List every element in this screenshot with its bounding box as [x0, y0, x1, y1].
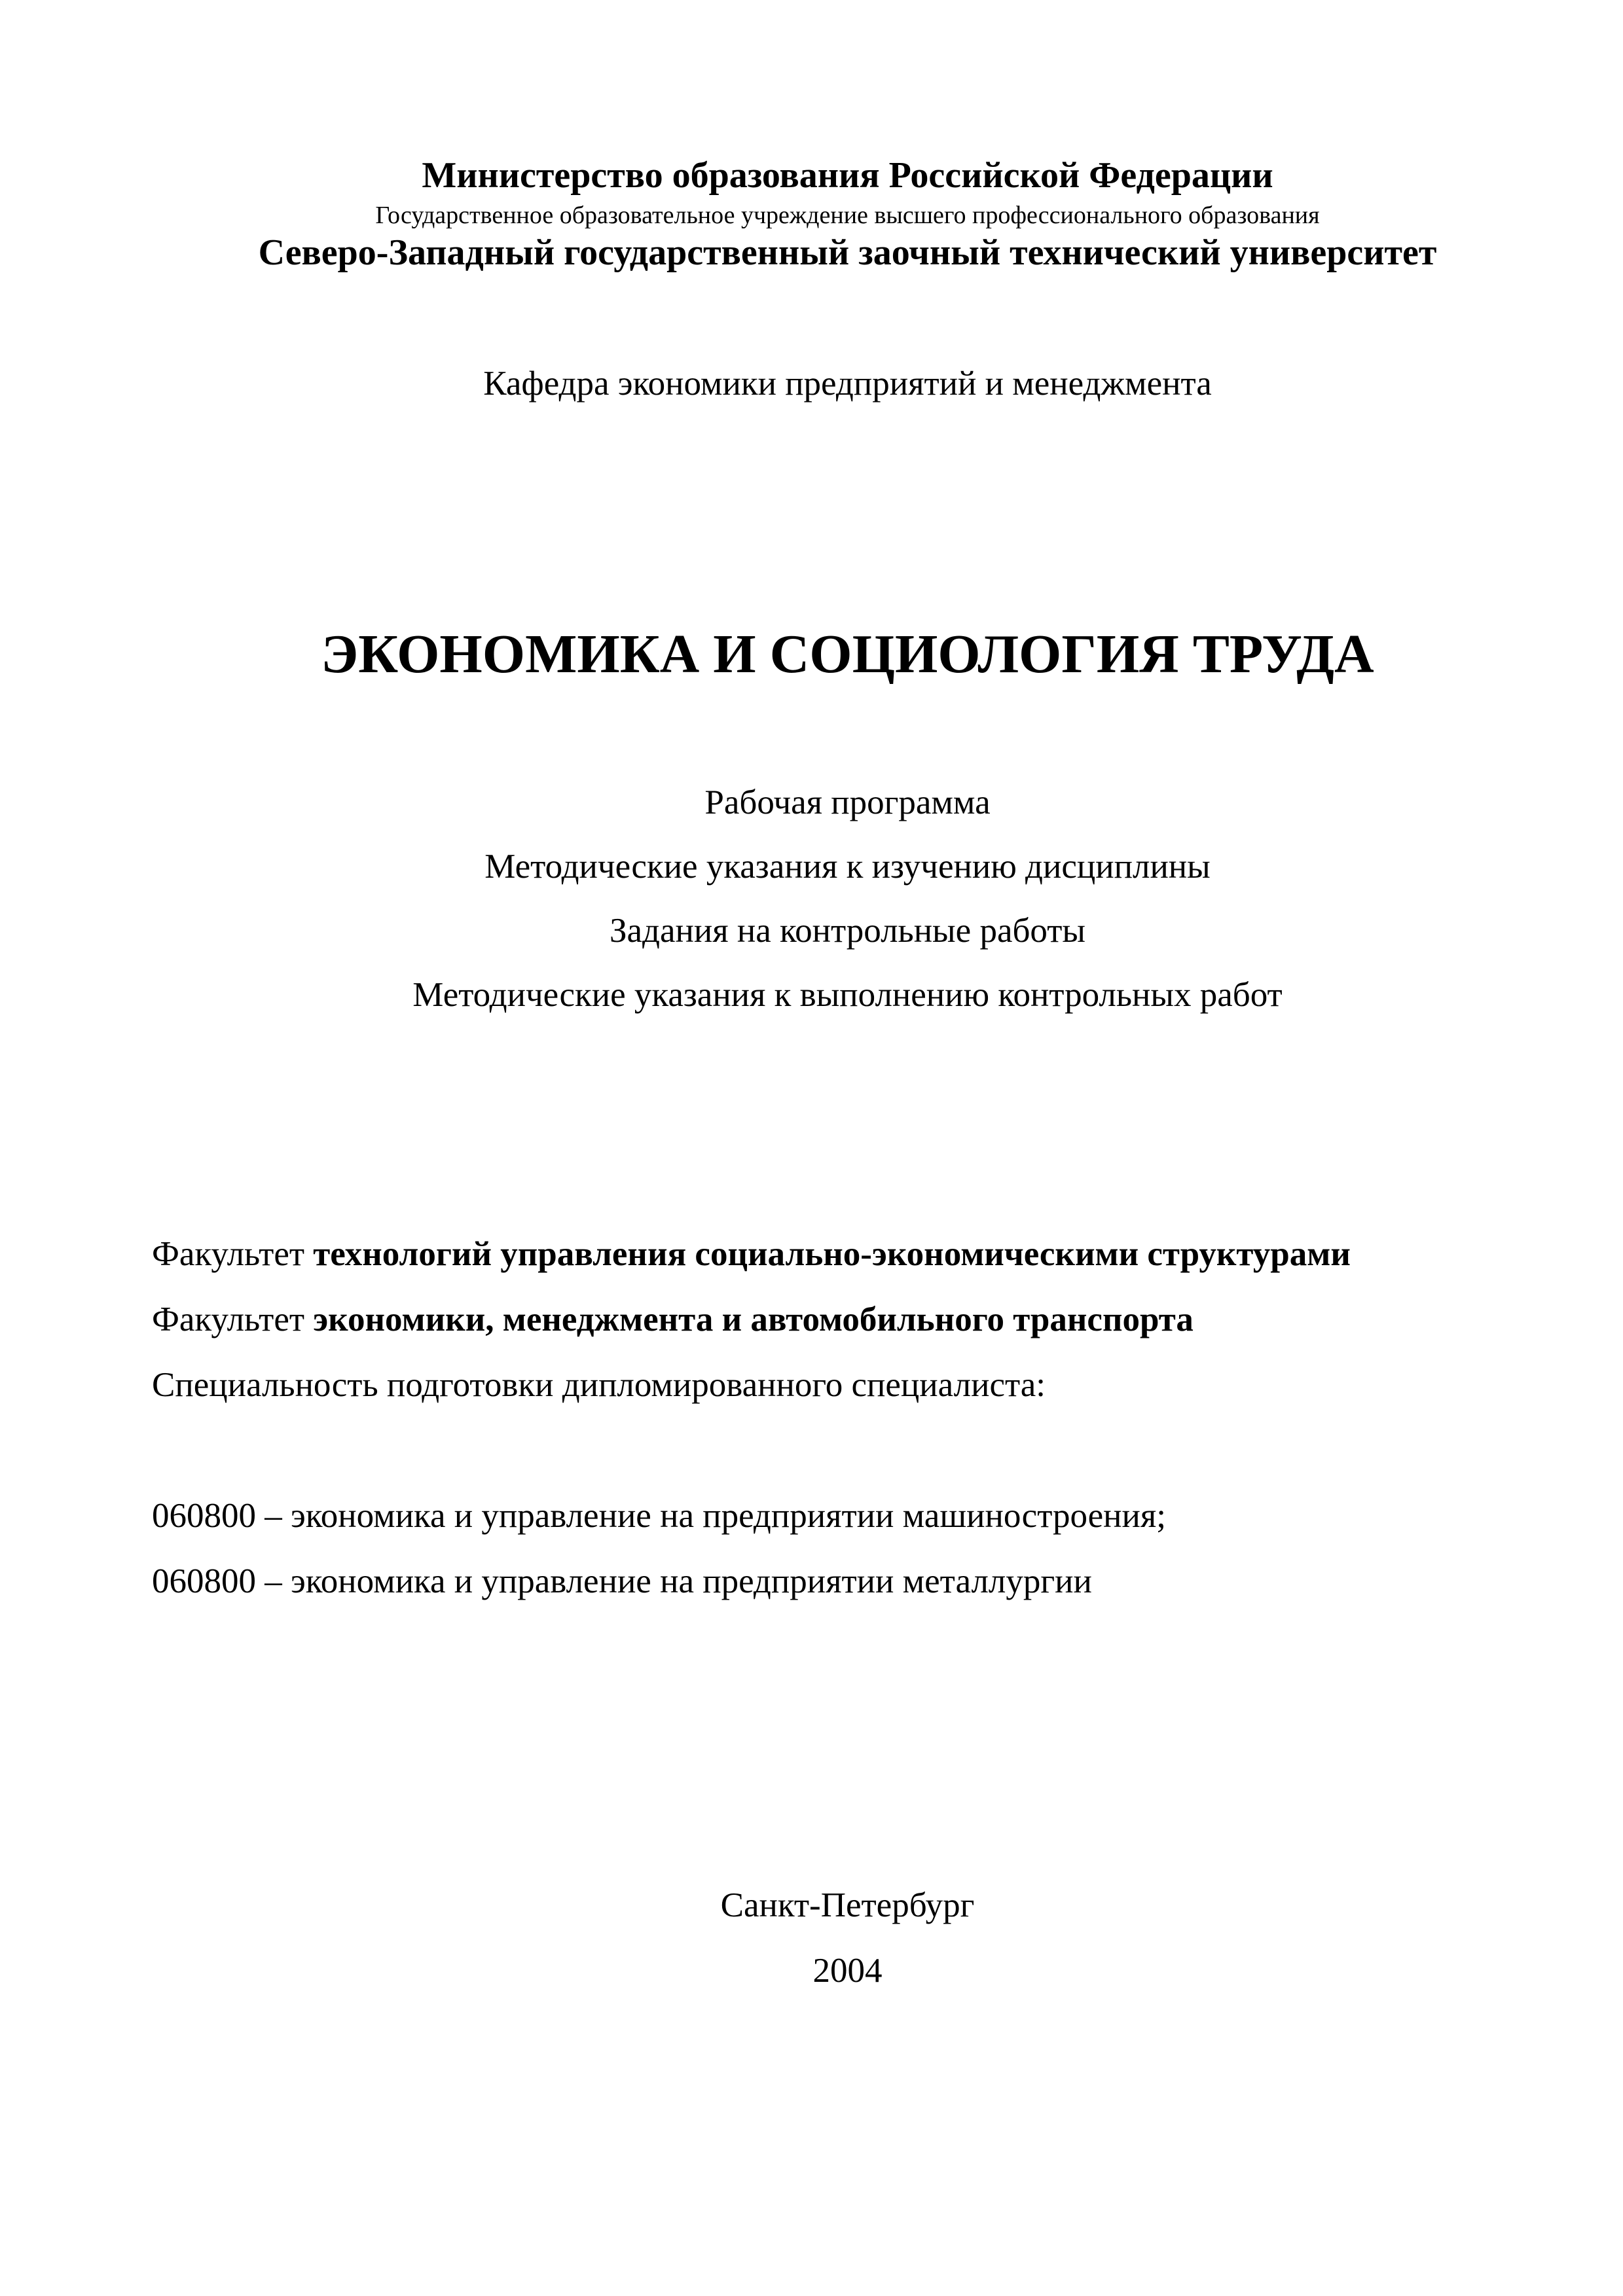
subtitle-control-guidelines: Методические указания к выполнению контрольных работ	[412, 976, 1283, 1014]
faculty-name: технологий управления социально-экономическими структурами	[313, 1235, 1351, 1273]
specialty-item-metallurgy: 060800 – экономика и управление на предприятии металлургии	[152, 1562, 1092, 1600]
specialty-heading: Специальность подготовки дипломированного специалиста:	[152, 1366, 1046, 1404]
department-name: Кафедра экономики предприятий и менеджмента	[483, 365, 1212, 403]
faculty-prefix: Факультет	[152, 1300, 314, 1338]
faculty-line-2	[152, 1302, 1194, 1337]
faculty-prefix: Факультет	[152, 1235, 314, 1273]
university-name: Северо-Западный государственный заочный технический университет	[258, 232, 1437, 273]
faculty-line-1	[152, 1237, 1351, 1272]
faculty-name: экономики, менеджмента и автомобильного транспорта	[313, 1300, 1194, 1338]
subtitle-study-guidelines: Методические указания к изучению дисциплины	[484, 848, 1211, 886]
specialty-item-engineering: 060800 – экономика и управление на предприятии машиностроения;	[152, 1497, 1167, 1535]
institution-subheading: Государственное образовательное учреждение высшего профессионального образования	[375, 202, 1320, 229]
document-title: ЭКОНОМИКА И СОЦИОЛОГИЯ ТРУДА	[321, 624, 1374, 685]
subtitle-work-program: Рабочая программа	[704, 783, 991, 821]
publication-year: 2004	[812, 1952, 883, 1990]
subtitle-control-tasks: Задания на контрольные работы	[609, 912, 1086, 950]
ministry-heading: Министерство образования Российской Федерации	[422, 155, 1273, 196]
publication-city: Санкт-Петербург	[720, 1886, 975, 1924]
